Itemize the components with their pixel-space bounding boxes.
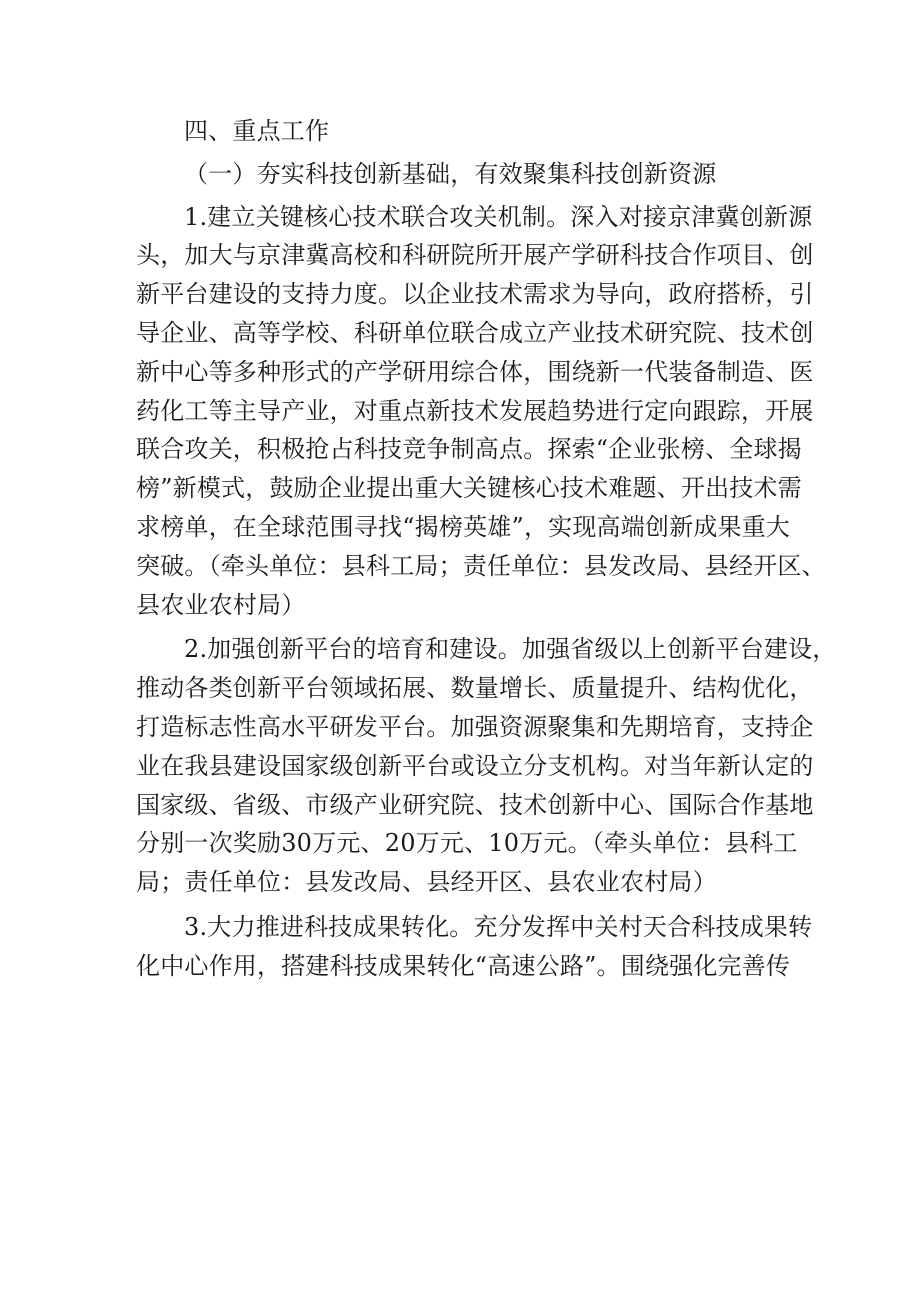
paragraph-line: 业在我县建设国家级创新平台或设立分支机构。对当年新认定的 <box>136 751 814 780</box>
paragraph-line: 联合攻关，积极抢占科技竞争制高点。探索“企业张榜、全球揭 <box>136 435 802 464</box>
paragraph-line: 分别一次奖励30万元、20万元、10万元。（牵头单位：县科工 <box>136 829 798 858</box>
paragraph-1 <box>136 198 826 625</box>
paragraph-line: 头，加大与京津冀高校和科研院所开展产学研科技合作项目、创 <box>136 241 814 270</box>
paragraph-line: 突破。（牵头单位：县科工局；责任单位：县发改局、县经开区、 <box>136 551 826 580</box>
paragraph-line: 药化工等主导产业，对重点新技术发展趋势进行定向跟踪，开展 <box>136 396 814 425</box>
section-heading: 四、重点工作 <box>184 117 330 145</box>
paragraph-line: 化中心作用，搭建科技成果转化“高速公路”。围绕强化完善传 <box>136 951 791 980</box>
paragraph-line: 打造标志性高水平研发平台。加强资源聚集和先期培育，支持企 <box>136 712 814 741</box>
subsection-heading: （一）夯实科技创新基础，有效聚集科技创新资源 <box>184 159 717 188</box>
paragraph-line: 新平台建设的支持力度。以企业技术需求为导向，政府搭桥，引 <box>136 280 814 309</box>
paragraph-line: 3.大力推进科技成果转化。充分发挥中关村天合科技成果转 <box>184 912 813 941</box>
document-body <box>136 112 837 992</box>
paragraph-2 <box>136 630 837 902</box>
paragraph-line: 新中心等多种形式的产学研用综合体，围绕新一代装备制造、医 <box>136 357 814 386</box>
paragraph-line: 导企业、高等学校、科研单位联合成立产业技术研究院、技术创 <box>136 318 814 347</box>
paragraph-3 <box>136 908 813 986</box>
paragraph-line: 推动各类创新平台领域拓展、数量增长、质量提升、结构优化， <box>136 674 814 703</box>
paragraph-line: 榜”新模式，鼓励企业提出重大关键核心技术难题、开出技术需 <box>136 474 802 503</box>
paragraph-line: 求榜单，在全球范围寻找“揭榜英雄”，实现高端创新成果重大 <box>136 512 791 541</box>
paragraph-line: 局；责任单位：县发改局、县经开区、县农业农村局） <box>136 868 717 897</box>
paragraph-line: 国家级、省级、市级产业研究院、技术创新中心、国际合作基地 <box>136 790 814 819</box>
paragraph-line: 1.建立关键核心技术联合攻关机制。深入对接京津冀创新源 <box>184 202 813 231</box>
paragraph-line: 县农业农村局） <box>136 590 306 619</box>
paragraph-line: 2.加强创新平台的培育和建设。加强省级以上创新平台建设， <box>184 635 837 664</box>
